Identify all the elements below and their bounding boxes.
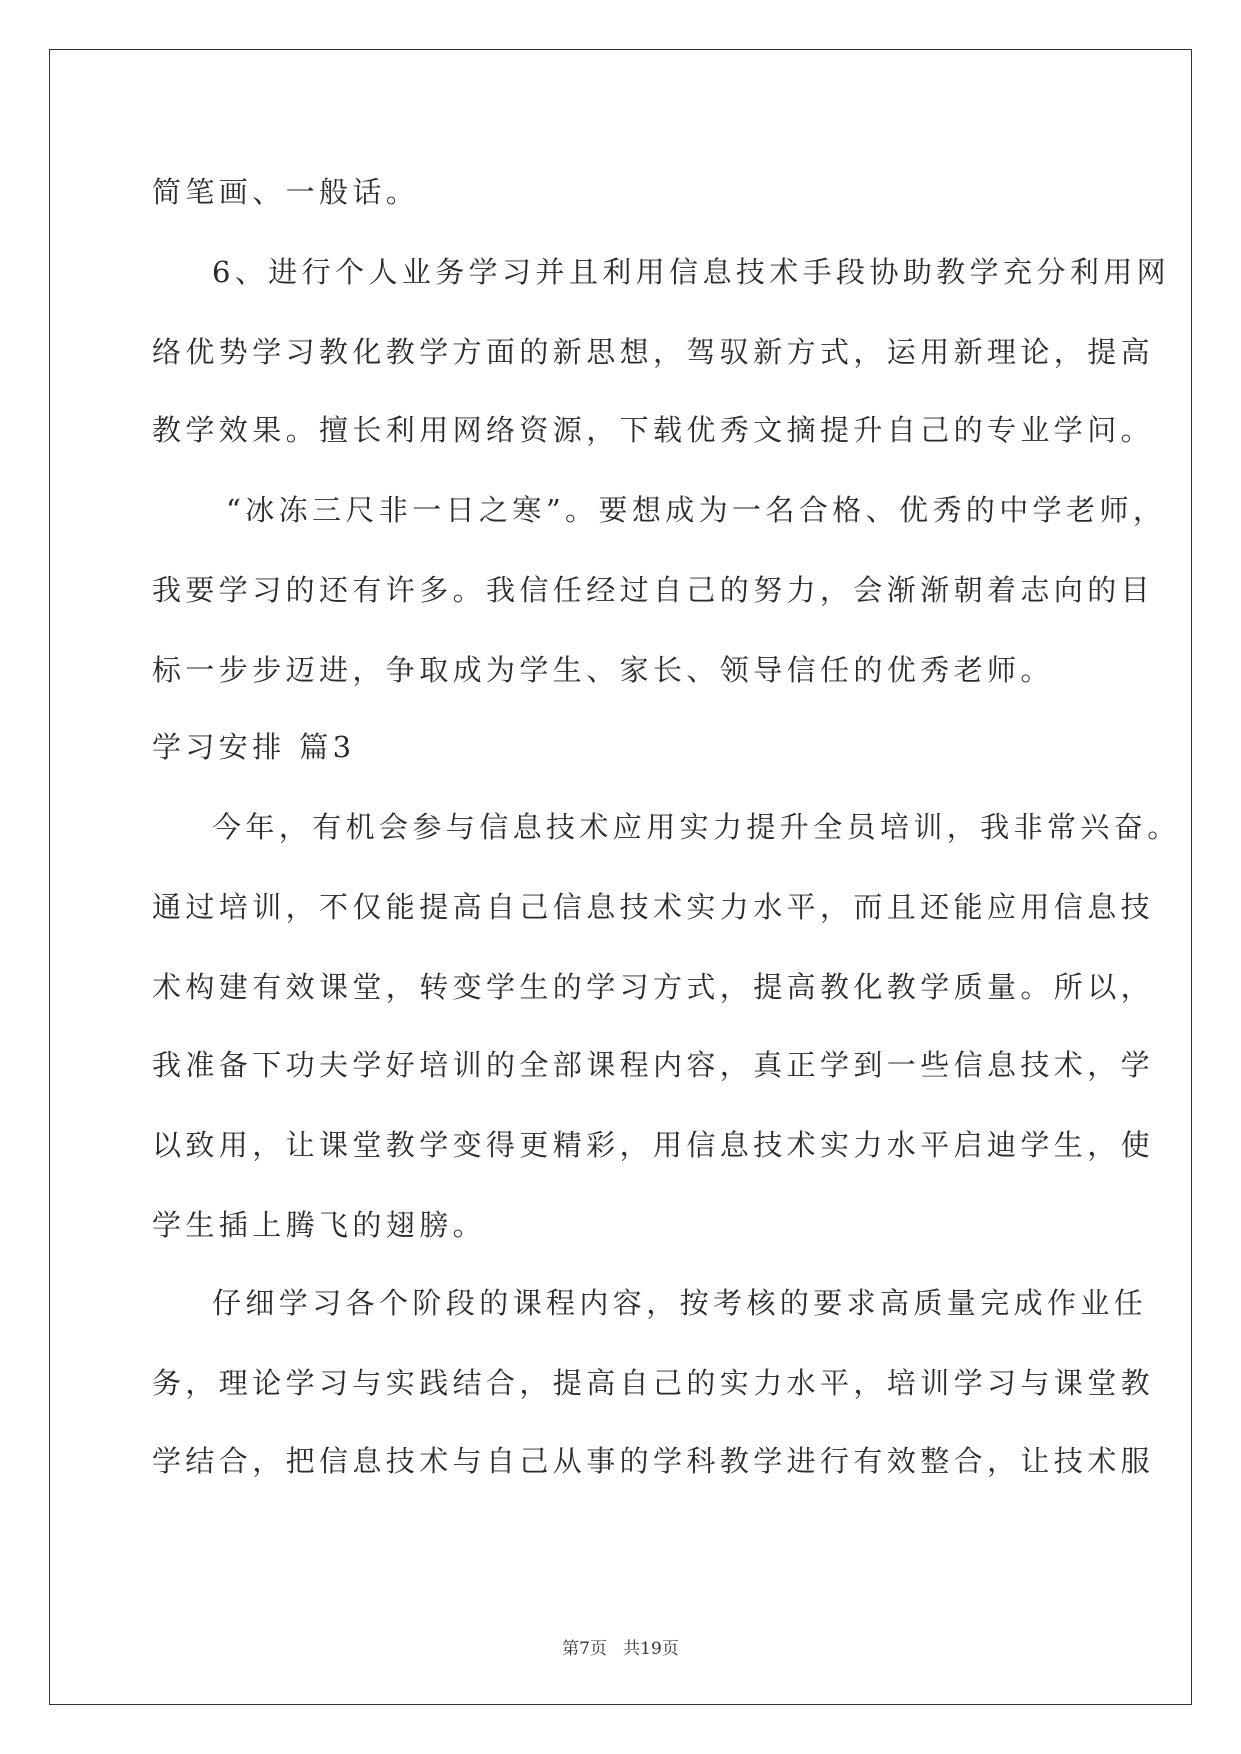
text-line: 通过培训，不仅能提高自己信息技术实力水平，而且还能应用信息技 [152, 890, 1155, 924]
text-line: 简笔画、一般话。 [152, 175, 420, 209]
page-number: 第7页 共19页 [562, 1639, 679, 1659]
text-line: 务，理论学习与实践结合，提高自己的实力水平，培训学习与课堂教 [152, 1366, 1155, 1400]
text-line: 学生插上腾飞的翅膀。 [152, 1208, 487, 1242]
text-line: 我要学习的还有许多。我信任经过自己的努力，会渐渐朝着志向的目 [152, 573, 1155, 607]
page-footer [0, 1638, 1241, 1660]
text-line: 术构建有效课堂，转变学生的学习方式，提高教化教学质量。所以， [152, 970, 1155, 1004]
text-line: “冰冻三尺非一日之寒”。要想成为一名合格、优秀的中学老师， [226, 493, 1167, 527]
text-line: 仔细学习各个阶段的课程内容，按考核的要求高质量完成作业任 [212, 1286, 1148, 1320]
text-line: 学结合，把信息技术与自己从事的学科教学进行有效整合，让技术服 [152, 1444, 1155, 1478]
text-line: 络优势学习教化教学方面的新思想，驾驭新方式，运用新理论，提高 [152, 335, 1155, 369]
text-line: 教学效果。擅长利用网络资源，下载优秀文摘提升自己的专业学问。 [152, 413, 1155, 447]
text-line: 6、进行个人业务学习并且利用信息技术手段协助教学充分利用网 [212, 255, 1171, 289]
text-line: 今年，有机会参与信息技术应用实力提升全员培训，我非常兴奋。 [212, 810, 1181, 844]
section-heading: 学习安排 篇3 [152, 730, 356, 764]
text-line: 我准备下功夫学好培训的全部课程内容，真正学到一些信息技术，学 [152, 1048, 1155, 1082]
text-line: 以致用，让课堂教学变得更精彩，用信息技术实力水平启迪学生，使 [152, 1128, 1155, 1162]
text-line: 标一步步迈进，争取成为学生、家长、领导信任的优秀老师。 [152, 653, 1054, 687]
